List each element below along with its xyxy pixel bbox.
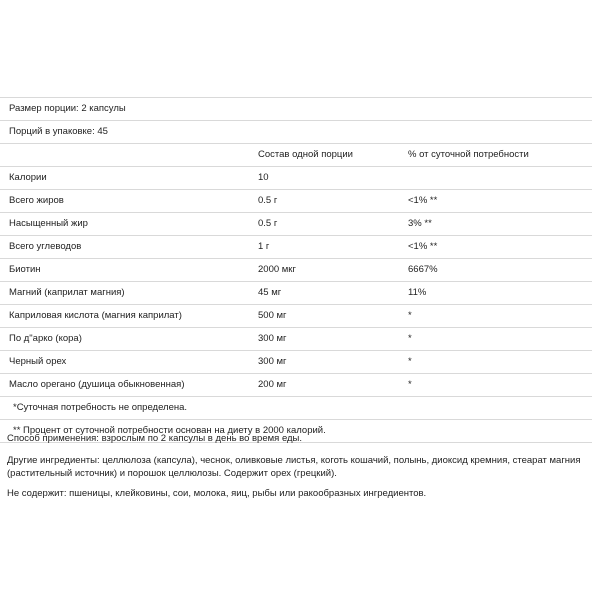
nutrient-amount: 200 мг	[258, 379, 287, 390]
supplement-facts-table	[0, 97, 592, 443]
table-row	[0, 350, 592, 373]
table-row	[0, 327, 592, 350]
nutrient-daily-value: 6667%	[408, 264, 438, 275]
nutrient-name: Магний (каприлат магния)	[9, 287, 125, 298]
nutrient-amount: 300 мг	[258, 333, 287, 344]
footnote-dv-based-on: ** Процент от суточной потребности основан на диету в 2000 калорий.	[13, 425, 326, 436]
nutrient-daily-value: *	[408, 356, 412, 367]
nutrient-name: По д"арко (кора)	[9, 333, 82, 344]
nutrient-name: Биотин	[9, 264, 41, 275]
nutrient-amount: 0.5 г	[258, 195, 278, 206]
nutrient-daily-value: *	[408, 310, 412, 321]
nutrient-name: Калории	[9, 172, 47, 183]
nutrient-name: Насыщенный жир	[9, 218, 88, 229]
table-row	[0, 212, 592, 235]
servings-per-container: Порций в упаковке: 45	[9, 126, 108, 137]
nutrient-daily-value: *	[408, 333, 412, 344]
nutrient-amount: 1 г	[258, 241, 270, 252]
nutrient-amount: 300 мг	[258, 356, 287, 367]
nutrient-name: Каприловая кислота (магния каприлат)	[9, 310, 182, 321]
usage-instructions: Способ применения: взрослым по 2 капсулы в день во время еды.	[7, 433, 303, 444]
serving-size-row	[0, 97, 592, 120]
footnote-row	[0, 396, 592, 419]
nutrient-daily-value: *	[408, 379, 412, 390]
nutrient-amount: 45 мг	[258, 287, 282, 298]
nutrient-amount: 10	[258, 172, 269, 183]
nutrient-name: Всего жиров	[9, 195, 64, 206]
footnote-dv-not-established: *Суточная потребность не определена.	[13, 402, 188, 413]
table-row	[0, 304, 592, 327]
nutrient-amount: 500 мг	[258, 310, 287, 321]
table-row	[0, 166, 592, 189]
nutrient-name: Черный орех	[9, 356, 67, 367]
table-row	[0, 373, 592, 396]
table-header-row	[0, 143, 592, 166]
table-row	[0, 281, 592, 304]
nutrient-amount: 0.5 г	[258, 218, 278, 229]
table-row	[0, 189, 592, 212]
servings-per-container-row	[0, 120, 592, 143]
nutrient-name: Масло орегано (душица обыкновенная)	[9, 379, 185, 390]
nutrient-daily-value: <1% **	[408, 195, 438, 206]
nutrient-daily-value: <1% **	[408, 241, 438, 252]
table-row	[0, 235, 592, 258]
nutrient-daily-value: 3% **	[408, 218, 432, 229]
nutrient-name: Всего углеводов	[9, 241, 82, 252]
does-not-contain: Не содержит: пшеницы, клейковины, сои, молока, яиц, рыбы или ракообразных ингредиентов.	[7, 488, 427, 499]
header-daily-value: % от суточной потребности	[408, 149, 529, 160]
nutrient-daily-value: 11%	[408, 287, 427, 298]
other-ingredients: Другие ингредиенты: целлюлоза (капсула), чеснок, оливковые листья, коготь кошачий, полынь, диоксид кремния, стеарат магния (растительный источник) и порошок целлюлозы. Содержит орех (грецкий).	[7, 455, 581, 479]
nutrient-amount: 2000 мкг	[258, 264, 296, 275]
header-amount-per-serving: Состав одной порции	[258, 149, 353, 160]
serving-size: Размер порции: 2 капсулы	[9, 103, 126, 114]
table-row	[0, 258, 592, 281]
